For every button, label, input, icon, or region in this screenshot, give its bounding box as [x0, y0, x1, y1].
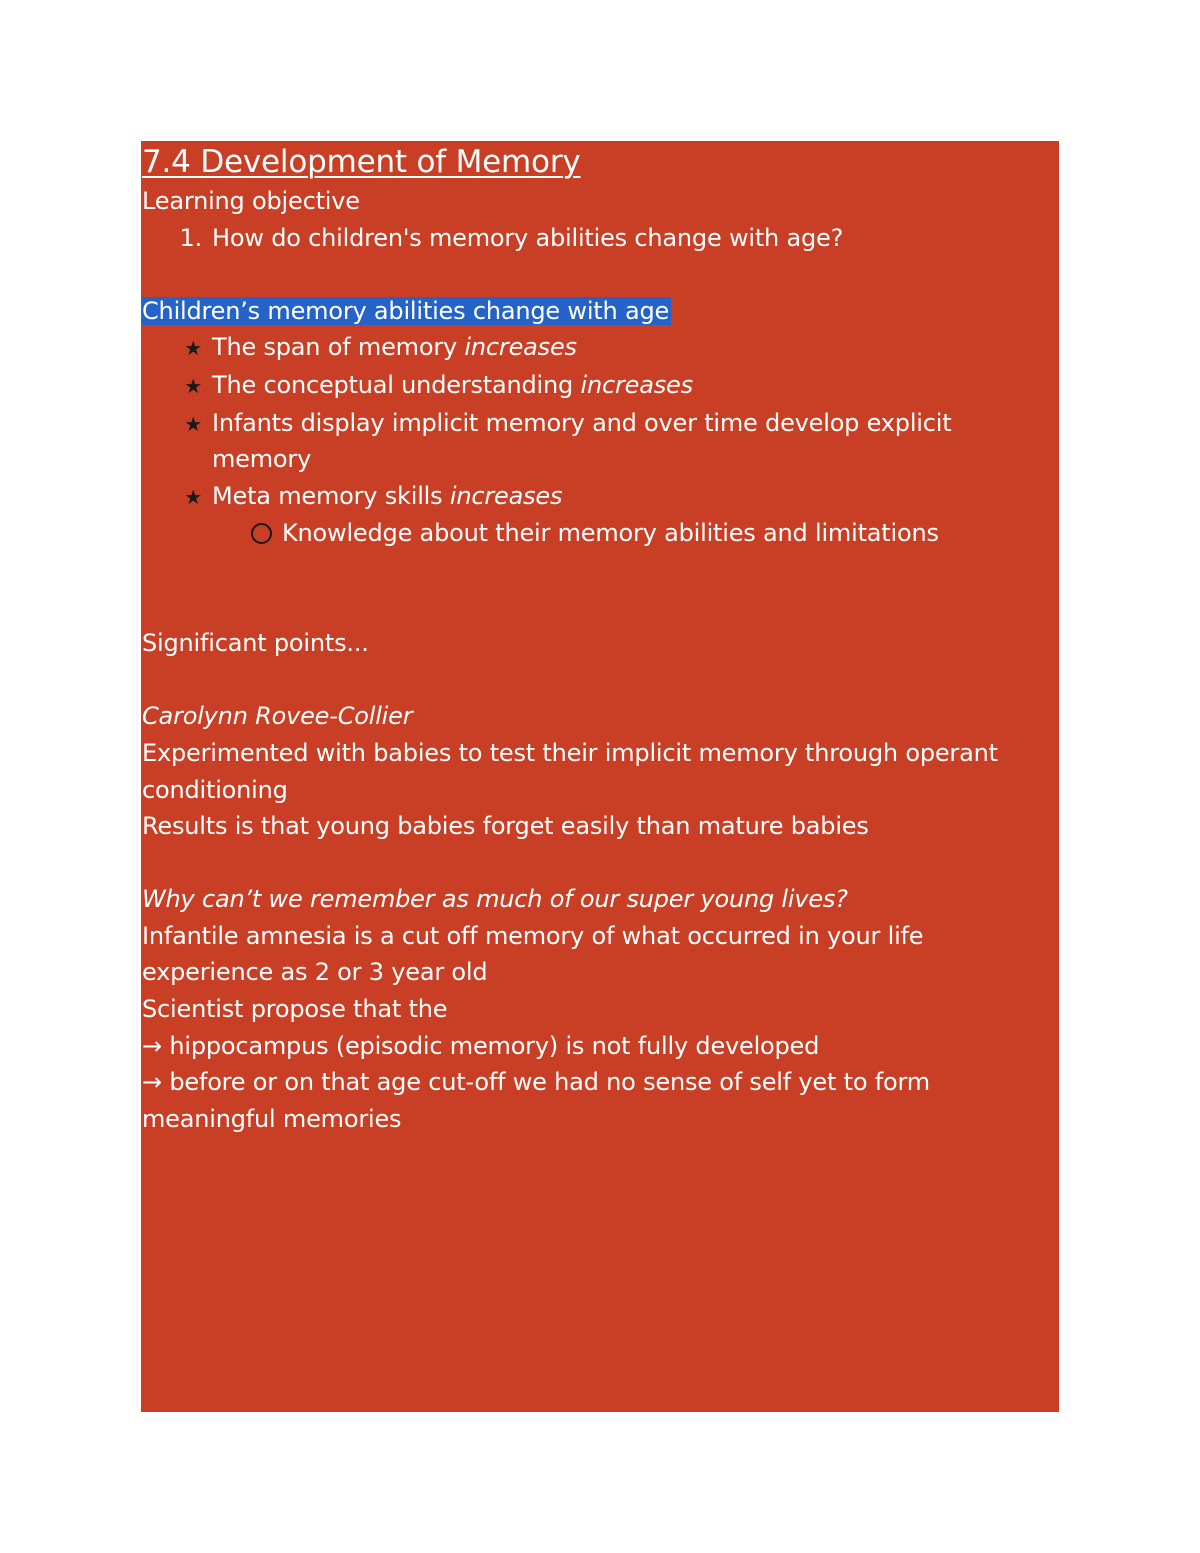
list-number: 1.: [179, 223, 202, 252]
researcher-result: Results is that young babies forget easily than mature babies: [142, 812, 869, 841]
star-bullet-icon: ★: [184, 336, 202, 361]
bullet-item: [142, 405, 1059, 478]
bullet-text: Infants display implicit memory and over time develop explicit memory: [212, 408, 952, 474]
sub-bullet-item: [142, 515, 1059, 552]
star-bullet-icon: ★: [184, 411, 202, 436]
star-bullet-icon: ★: [184, 484, 202, 509]
bullet-item: [142, 329, 1059, 367]
circle-bullet-icon: [251, 523, 272, 544]
content-block: [141, 141, 1059, 1412]
bullet-text: The conceptual understanding: [212, 370, 581, 399]
researcher-description: Experimented with babies to test their implicit memory through operant conditioning: [142, 738, 998, 804]
bullet-item: [142, 478, 1059, 516]
bullet-emphasis: increases: [449, 481, 563, 510]
bullet-item: [142, 367, 1059, 405]
objective-item: [142, 220, 1059, 257]
document-body: [142, 141, 1059, 1137]
researcher-name: Carolynn Rovee-Collier: [142, 702, 413, 731]
section-heading[interactable]: [142, 293, 1059, 330]
bullet-emphasis: increases: [580, 370, 693, 399]
sub-bullet-text: Knowledge about their memory abilities and limitations: [282, 519, 939, 548]
objective-text: How do children's memory abilities change with age?: [212, 223, 844, 252]
learning-objective-label: Learning objective: [142, 187, 360, 215]
significant-points-label: Significant points...: [142, 629, 369, 658]
bullet-text: Meta memory skills: [212, 481, 450, 510]
amnesia-description: Infantile amnesia is a cut off memory of what occurred in your life experience as 2 or 3 year old: [142, 921, 924, 987]
bullet-emphasis: increases: [464, 333, 577, 362]
scientist-line: Scientist propose that the: [142, 995, 448, 1024]
bullet-text: The span of memory: [212, 333, 465, 362]
selected-text-highlight[interactable]: Children’s memory abilities change with age: [142, 296, 670, 325]
page-title: 7.4 Development of Memory: [142, 144, 581, 180]
star-bullet-icon: ★: [184, 373, 202, 398]
arrow-point: → before or on that age cut-off we had no sense of self yet to form meaningful memories: [142, 1068, 930, 1133]
arrow-point: → hippocampus (episodic memory) is not fully developed: [142, 1031, 820, 1060]
question-heading: Why can’t we remember as much of our super young lives?: [142, 885, 848, 914]
